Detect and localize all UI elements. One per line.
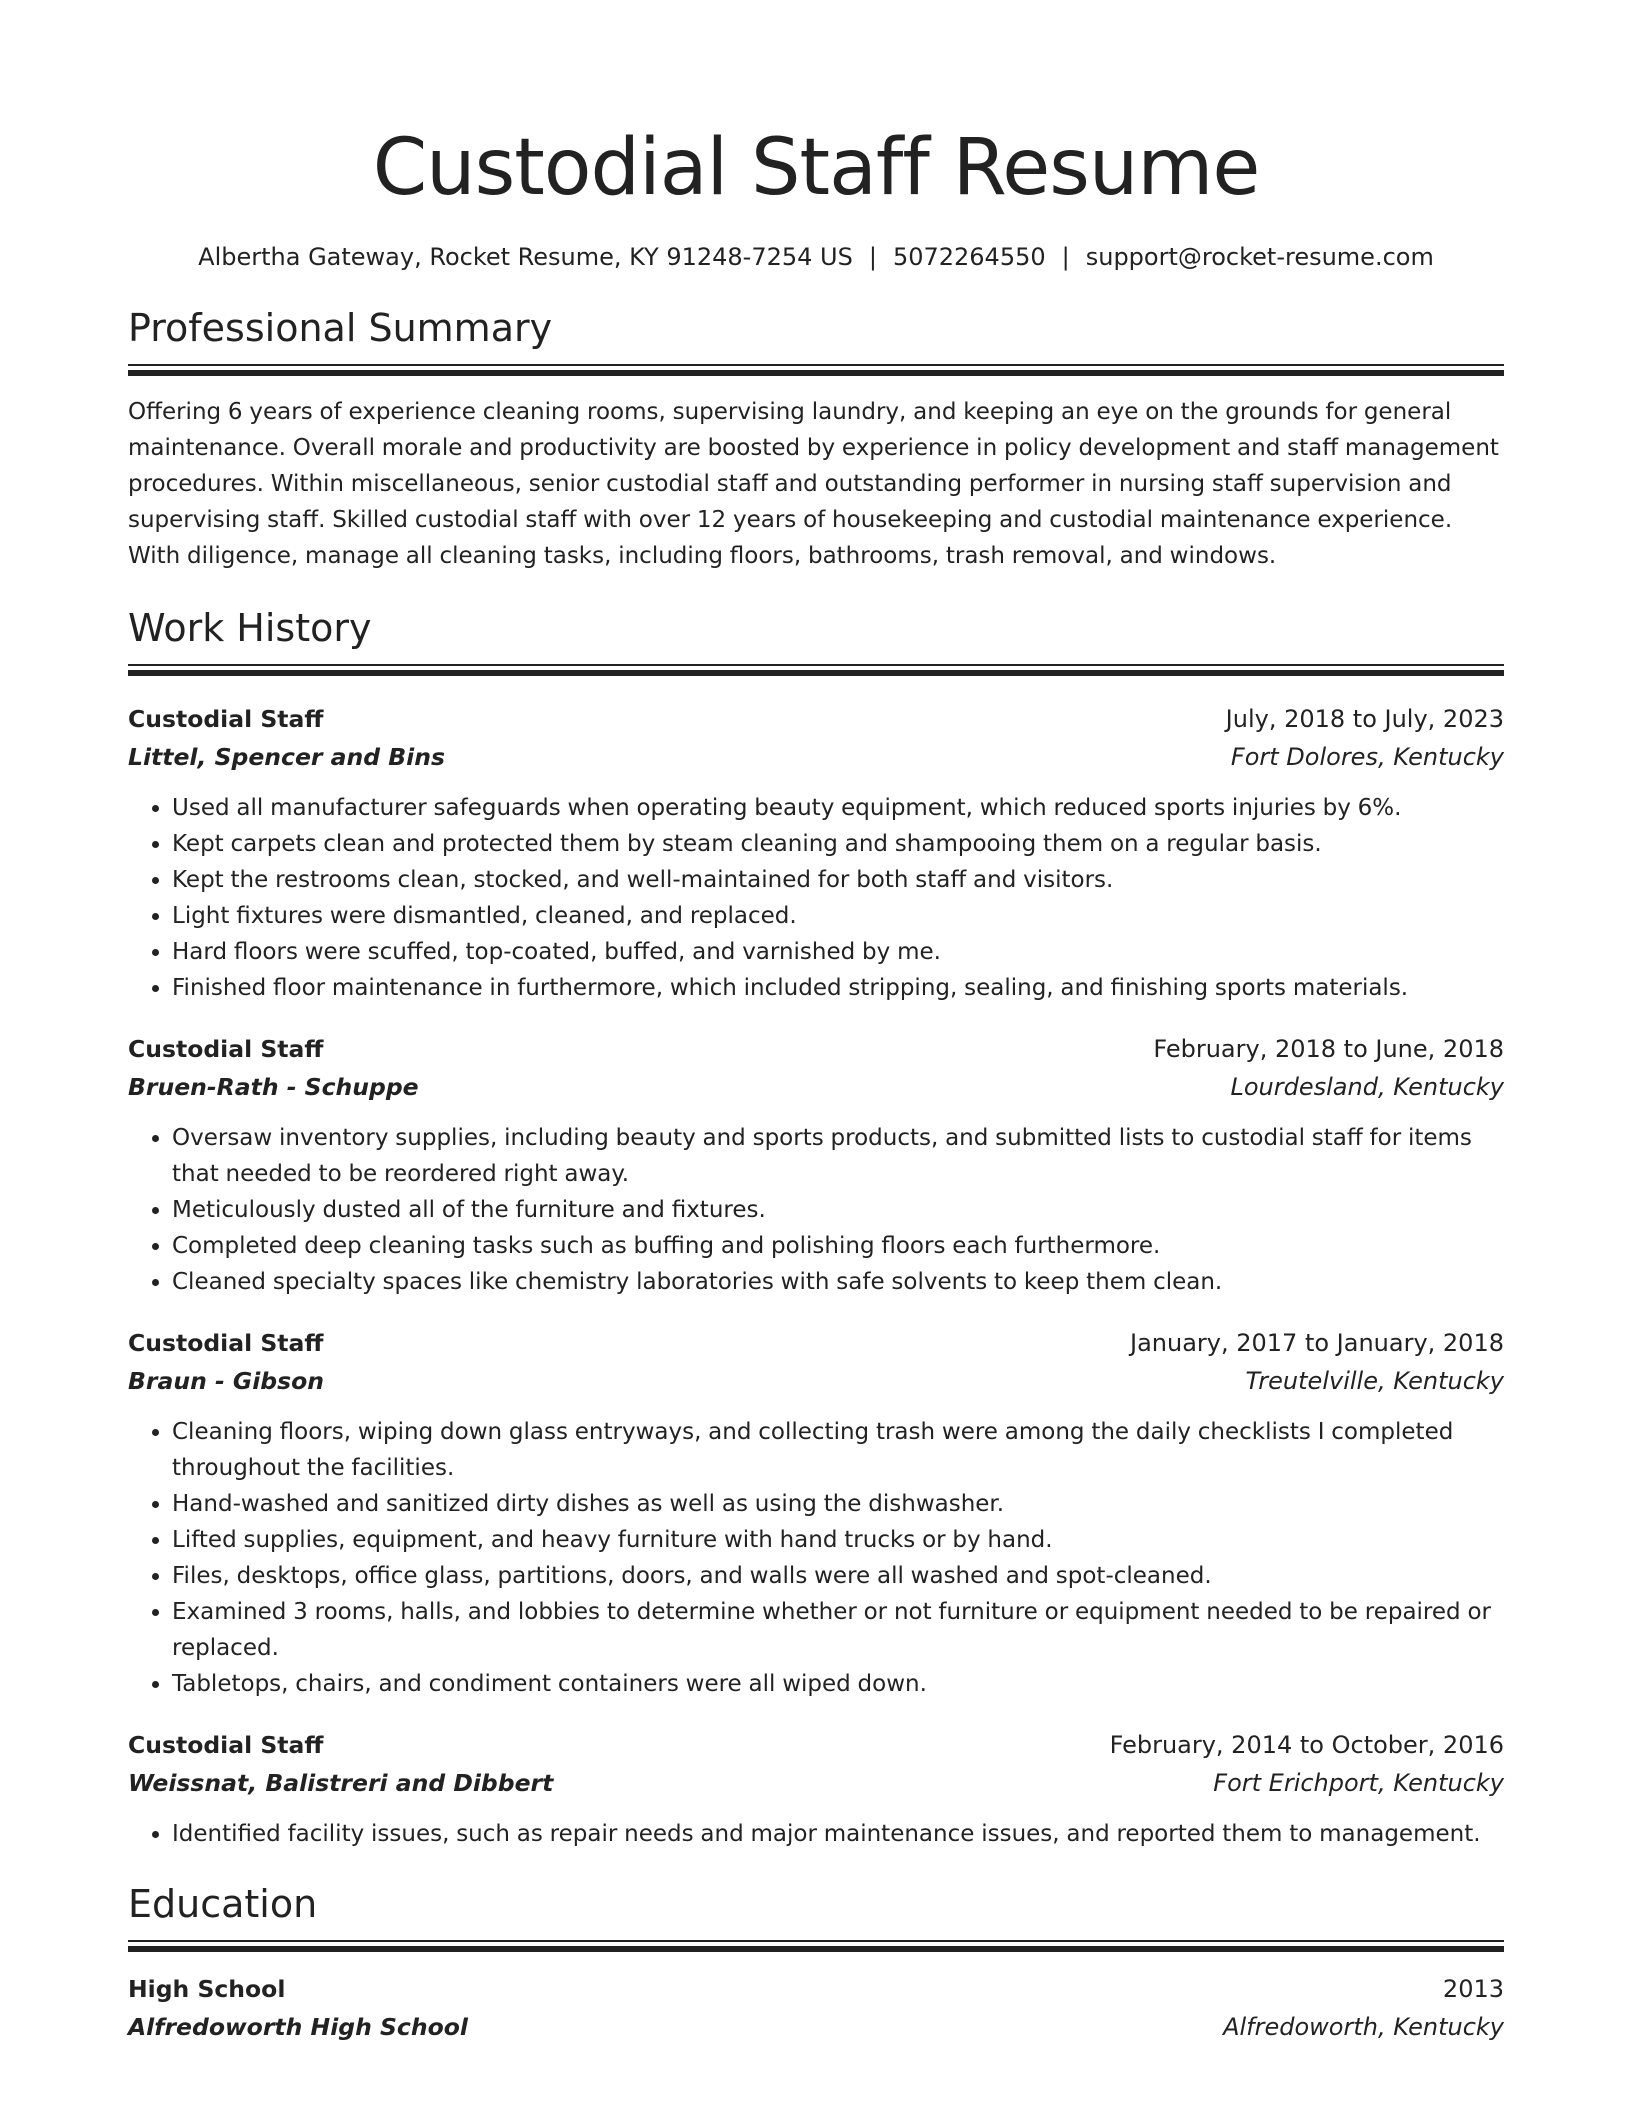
job-location: Fort Erichport, Kentucky xyxy=(1213,1769,1504,1797)
job-entry xyxy=(128,1726,1504,1852)
section-heading-summary: Professional Summary xyxy=(128,306,553,350)
job-entry xyxy=(128,1030,1504,1300)
job-location: Lourdesland, Kentucky xyxy=(1230,1073,1504,1101)
summary-text: Offering 6 years of experience cleaning rooms, supervising laundry, and keeping an eye on the grounds for general maintenance. Overall morale and productivity are boosted by experience in policy development and staff management procedures. Within miscellaneous, senior custodial staff and outstanding performer in nursing staff supervision and supervising staff. Skilled custodial staff with over 12 years of housekeeping and custodial maintenance experience. With diligence, manage all cleaning tasks, including floors, bathrooms, trash removal, and windows. xyxy=(128,399,1499,569)
bullet-item: • Cleaning floors, wiping down glass entryways, and collecting trash were among the daily checklists I completed throughout the facilities. xyxy=(172,1414,1504,1486)
contact-separator: | xyxy=(868,243,877,271)
job-bullets xyxy=(128,1120,1504,1300)
professional-summary-section xyxy=(128,304,1504,574)
bullet-item: • Kept carpets clean and protected them by steam cleaning and shampooing them on a regular basis. xyxy=(172,826,1504,862)
bullet-item: • Completed deep cleaning tasks such as buffing and polishing floors each furthermore. xyxy=(172,1228,1504,1264)
section-heading-work: Work History xyxy=(128,606,372,650)
company-name: Weissnat, Balistreri and Dibbert xyxy=(128,1769,554,1797)
degree: High School xyxy=(128,1975,286,2003)
bullet-item: • Oversaw inventory supplies, including beauty and sports products, and submitted lists to custodial staff for items that needed to be reordered right away. xyxy=(172,1120,1504,1192)
page-title: Custodial Staff Resume xyxy=(372,123,1260,213)
section-divider xyxy=(128,1940,1504,1952)
bullet-item: • Hard floors were scuffed, top-coated, buffed, and varnished by me. xyxy=(172,934,1504,970)
bullet-item: • Kept the restrooms clean, stocked, and well-maintained for both staff and visitors. xyxy=(172,862,1504,898)
company-name: Littel, Spencer and Bins xyxy=(128,743,445,771)
job-bullets xyxy=(128,790,1504,1006)
bullet-item: • Identified facility issues, such as repair needs and major maintenance issues, and reported them to management. xyxy=(172,1816,1504,1852)
bullet-item: • Hand-washed and sanitized dirty dishes as well as using the dishwasher. xyxy=(172,1486,1504,1522)
section-heading-education: Education xyxy=(128,1882,318,1926)
job-bullets xyxy=(128,1816,1504,1852)
bullet-item: • Cleaned specialty spaces like chemistry laboratories with safe solvents to keep them clean. xyxy=(172,1264,1504,1300)
job-entry xyxy=(128,700,1504,1006)
contact-phone: 5072264550 xyxy=(892,243,1046,271)
job-title: Custodial Staff xyxy=(128,1731,324,1759)
job-dates: July, 2018 to July, 2023 xyxy=(1225,705,1504,733)
company-name: Bruen-Rath - Schuppe xyxy=(128,1073,419,1101)
job-title: Custodial Staff xyxy=(128,705,324,733)
job-bullets xyxy=(128,1414,1504,1702)
section-divider xyxy=(128,664,1504,676)
bullet-item: • Files, desktops, office glass, partitions, doors, and walls were all washed and spot-cleaned. xyxy=(172,1558,1504,1594)
education-section xyxy=(128,1880,1504,2046)
bullet-item: • Examined 3 rooms, halls, and lobbies to determine whether or not furniture or equipment needed to be repaired or replaced. xyxy=(172,1594,1504,1666)
bullet-item: • Meticulously dusted all of the furniture and fixtures. xyxy=(172,1192,1504,1228)
bullet-item: • Light fixtures were dismantled, cleaned, and replaced. xyxy=(172,898,1504,934)
job-dates: February, 2014 to October, 2016 xyxy=(1109,1731,1504,1759)
school-name: Alfredoworth High School xyxy=(128,2013,468,2041)
job-dates: February, 2018 to June, 2018 xyxy=(1153,1035,1504,1063)
job-dates: January, 2017 to January, 2018 xyxy=(1130,1329,1504,1357)
company-name: Braun - Gibson xyxy=(128,1367,324,1395)
bullet-item: • Tabletops, chairs, and condiment containers were all wiped down. xyxy=(172,1666,1504,1702)
education-entry xyxy=(128,1970,1504,2046)
job-title: Custodial Staff xyxy=(128,1329,324,1357)
contact-line xyxy=(128,240,1504,274)
job-title: Custodial Staff xyxy=(128,1035,324,1063)
work-history-section xyxy=(128,604,1504,1852)
job-entry xyxy=(128,1324,1504,1702)
bullet-item: • Finished floor maintenance in furthermore, which included stripping, sealing, and finishing sports materials. xyxy=(172,970,1504,1006)
contact-address: Albertha Gateway, Rocket Resume, KY 91248-7254 US xyxy=(198,243,853,271)
job-location: Treutelville, Kentucky xyxy=(1245,1367,1504,1395)
school-location: Alfredoworth, Kentucky xyxy=(1223,2013,1504,2041)
bullet-item: • Lifted supplies, equipment, and heavy furniture with hand trucks or by hand. xyxy=(172,1522,1504,1558)
section-divider xyxy=(128,364,1504,376)
contact-email: support@rocket-resume.com xyxy=(1085,243,1434,271)
bullet-item: • Used all manufacturer safeguards when operating beauty equipment, which reduced sports injuries by 6%. xyxy=(172,790,1504,826)
contact-separator: | xyxy=(1061,243,1070,271)
job-location: Fort Dolores, Kentucky xyxy=(1230,743,1504,771)
graduation-year: 2013 xyxy=(1442,1975,1504,2003)
